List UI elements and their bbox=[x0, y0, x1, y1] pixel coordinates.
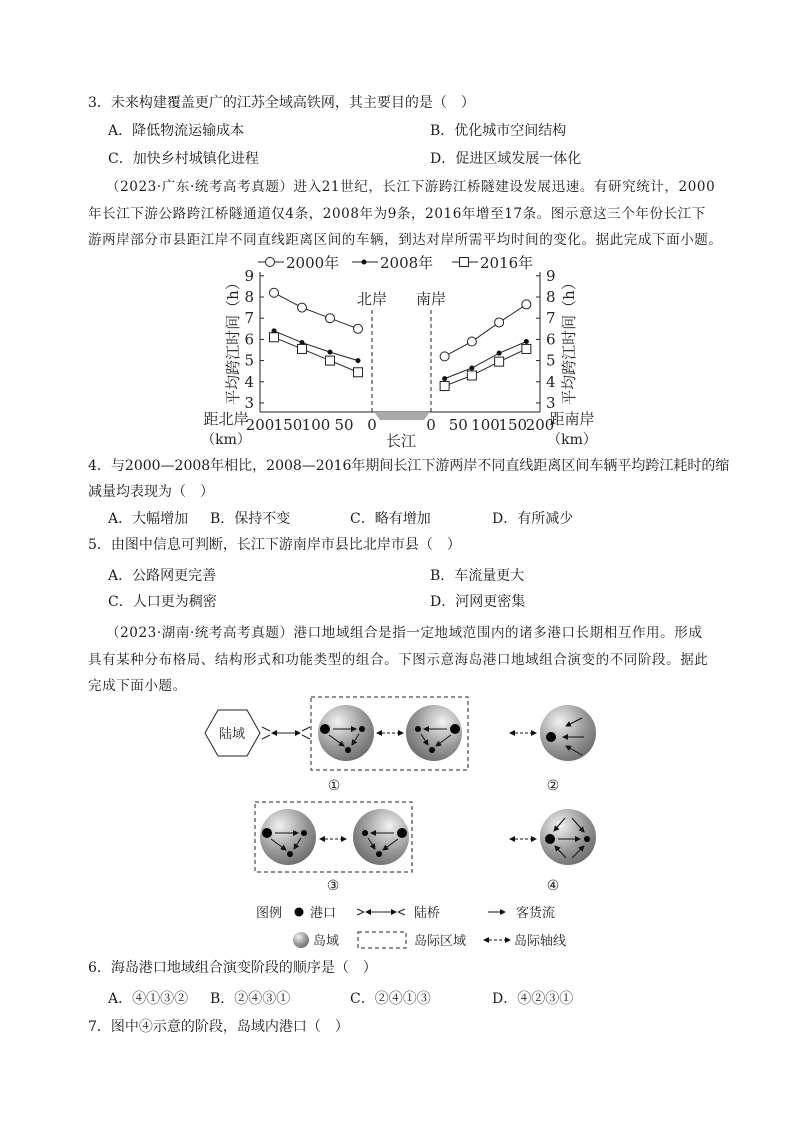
q4-stem: 4．与2000—2008年相比，2008—2016年期间长江下游两岸不同直线距离区间车辆平均跨江耗时的缩 bbox=[88, 458, 730, 474]
legend-label: 2000年 bbox=[286, 254, 340, 272]
q4-stem-cont: 减量均表现为（ ） bbox=[88, 484, 214, 500]
q5-option-a: A．公路网更完善 bbox=[108, 568, 217, 584]
series-line-north bbox=[274, 331, 358, 361]
port-evolution-diagram bbox=[0, 690, 800, 950]
y-tick-label-left: 4 bbox=[244, 372, 254, 391]
y-tick-label-left: 8 bbox=[244, 288, 254, 306]
x-tick-label-south: 0 bbox=[426, 416, 436, 434]
south-bank-label: 南岸 bbox=[415, 290, 447, 308]
y-tick-label-right: 7 bbox=[546, 309, 556, 328]
q7-stem: 7．图中④示意的阶段，岛域内港口（ ） bbox=[88, 1019, 349, 1035]
passage-line: 具有某种分布格局、结构形式和功能类型的组合。下图示意海岛港口地域组合演变的不同阶段。据此 bbox=[88, 652, 709, 668]
legend-region: 岛际区域 bbox=[414, 934, 467, 949]
data-point-square bbox=[326, 356, 335, 365]
river-label: 长江 bbox=[385, 432, 417, 450]
q6-option-d: D．④②③① bbox=[492, 991, 574, 1007]
series-line-south bbox=[445, 349, 527, 386]
passage-line: （2023·广东·统考高考真题）进入21世纪，长江下游跨江桥隧建设发展迅速。有研究统计，2000 bbox=[106, 179, 716, 195]
data-point-dot bbox=[524, 339, 529, 344]
q4-option-b: B．保持不变 bbox=[210, 511, 291, 527]
stage-3 bbox=[255, 802, 412, 894]
data-point-circle bbox=[298, 303, 307, 312]
stage-label: ③ bbox=[326, 878, 340, 894]
crossing-time-chart bbox=[0, 250, 800, 450]
data-point-dot bbox=[362, 260, 367, 265]
q4-option-a: A．大幅增加 bbox=[108, 511, 189, 527]
data-point-circle bbox=[440, 352, 449, 361]
x-tick-label-north: 150 bbox=[273, 416, 303, 434]
legend-label: 2016年 bbox=[480, 254, 534, 272]
y-tick-label-left: 7 bbox=[244, 309, 254, 328]
port-icon bbox=[295, 908, 304, 917]
x-tick-label-north: 100 bbox=[301, 416, 331, 434]
legend-flow: 客货流 bbox=[516, 906, 556, 921]
y-tick-label-right: 5 bbox=[546, 351, 556, 370]
data-point-dot bbox=[442, 376, 447, 381]
island-icon bbox=[293, 932, 309, 948]
port-icon bbox=[584, 836, 590, 842]
data-point-circle bbox=[495, 318, 504, 327]
data-point-circle bbox=[266, 258, 275, 267]
x-tick-label-south: 150 bbox=[498, 416, 528, 434]
region-box-icon bbox=[358, 932, 406, 948]
data-point-dot bbox=[356, 358, 361, 363]
data-point-square bbox=[495, 357, 504, 366]
q3-option-b: B．优化城市空间结构 bbox=[430, 123, 567, 139]
data-point-square bbox=[522, 344, 531, 353]
series-line-north bbox=[274, 293, 358, 329]
chart-axes bbox=[201, 267, 597, 450]
q5-option-b: B．车流量更大 bbox=[430, 568, 525, 584]
river-shape bbox=[374, 412, 430, 420]
y-tick-label-left: 5 bbox=[244, 351, 254, 370]
x-tick-label-south: 100 bbox=[471, 416, 500, 434]
series-line-south bbox=[445, 304, 527, 356]
legend-axis: 岛际轴线 bbox=[514, 934, 567, 949]
q6-option-a: A．④①③② bbox=[108, 991, 189, 1007]
data-point-circle bbox=[354, 324, 363, 333]
y-tick-label-right: 6 bbox=[546, 330, 556, 349]
data-point-circle bbox=[522, 300, 531, 309]
data-point-circle bbox=[467, 337, 476, 346]
y-tick-label-left: 3 bbox=[244, 394, 254, 412]
legend-port: 港口 bbox=[310, 906, 337, 921]
passage-line: 完成下面小题。 bbox=[88, 678, 187, 694]
q6-option-c: C．②④①③ bbox=[350, 991, 431, 1007]
data-point-dot bbox=[469, 366, 474, 371]
data-point-dot bbox=[328, 350, 333, 355]
stage-1 bbox=[205, 697, 468, 794]
x-unit-north: （km） bbox=[201, 432, 251, 448]
north-bank-label: 北岸 bbox=[356, 290, 388, 308]
series-line-north bbox=[274, 337, 358, 372]
port-icon bbox=[545, 834, 555, 844]
stage-2 bbox=[510, 705, 596, 794]
series-2016年 bbox=[270, 333, 531, 391]
stage-label: ① bbox=[327, 778, 341, 794]
q5-option-d: D．河网更密集 bbox=[430, 594, 526, 610]
data-point-circle bbox=[270, 288, 279, 297]
x-tick-label-north: 0 bbox=[367, 416, 377, 434]
x-tick-label-north: 200 bbox=[245, 416, 275, 434]
legend-title: 图例 bbox=[256, 906, 283, 921]
stage-label: ② bbox=[546, 778, 560, 794]
y-tick-label-right: 4 bbox=[546, 372, 556, 391]
q4-option-c: C．略有增加 bbox=[350, 511, 431, 527]
data-point-square bbox=[440, 382, 449, 391]
data-point-square bbox=[298, 344, 307, 353]
land-bridge-icon bbox=[357, 909, 405, 915]
data-point-square bbox=[354, 368, 363, 377]
data-point-circle bbox=[326, 314, 335, 323]
q3-stem: 3．未来构建覆盖更广的江苏全域高铁网，其主要目的是（ ） bbox=[88, 95, 475, 111]
data-point-square bbox=[270, 333, 279, 342]
y-axis-title-right: 平均跨江时间（h） bbox=[560, 275, 578, 405]
stage-label: ④ bbox=[546, 878, 560, 894]
q6-stem: 6．海岛港口地域组合演变阶段的顺序是（ ） bbox=[88, 960, 377, 976]
chart-marks bbox=[270, 288, 531, 390]
y-tick-label-right: 8 bbox=[546, 288, 556, 306]
x-tick-label-south: 50 bbox=[448, 416, 468, 434]
land-bridge-icon bbox=[262, 727, 310, 739]
x-tick-label-north: 50 bbox=[334, 416, 354, 434]
x-label-south: 距南岸 bbox=[549, 410, 595, 428]
passage-line: 年长江下游公路跨江桥隧通道仅4条，2008年为9条，2016年增至17条。图示意这三个年份长江下 bbox=[88, 206, 706, 222]
island-icon bbox=[353, 809, 409, 865]
passage-line: （2023·湖南·统考高考真题）港口地域组合是指一定地域范围内的诸多港口长期相互作用。形成 bbox=[106, 625, 703, 641]
stage-4 bbox=[510, 809, 596, 894]
q5-option-c: C．人口更为稠密 bbox=[108, 594, 217, 610]
y-tick-label-right: 3 bbox=[546, 394, 556, 412]
y-tick-label-left: 6 bbox=[244, 330, 254, 349]
q4-option-d: D．有所减少 bbox=[492, 511, 574, 527]
port-icon bbox=[546, 732, 556, 742]
q3-option-a: A．降低物流运输成本 bbox=[108, 123, 245, 139]
legend-bridge: 陆桥 bbox=[414, 906, 441, 921]
y-tick-label-left: 9 bbox=[244, 266, 254, 285]
series-2000年 bbox=[270, 288, 531, 361]
q3-option-d: D．促进区域发展一体化 bbox=[430, 151, 582, 167]
series-2008年 bbox=[272, 328, 529, 381]
diagram-legend bbox=[256, 905, 566, 949]
y-tick-label-right: 9 bbox=[546, 266, 556, 285]
x-label-north: 距北岸 bbox=[203, 410, 249, 428]
land-label: 陆域 bbox=[218, 727, 246, 742]
island-icon bbox=[260, 809, 316, 865]
data-point-square bbox=[460, 258, 469, 267]
q3-option-c: C．加快乡村城镇化进程 bbox=[108, 151, 259, 167]
series-line-south bbox=[445, 342, 527, 379]
x-unit-south: （km） bbox=[547, 432, 597, 448]
legend-label: 2008年 bbox=[380, 254, 434, 272]
y-axis-title-left: 平均跨江时间（h） bbox=[224, 275, 242, 405]
data-point-square bbox=[467, 371, 476, 380]
legend-island: 岛域 bbox=[313, 934, 340, 949]
island-icon bbox=[406, 705, 462, 761]
q5-stem: 5．由图中信息可判断，长江下游南岸市县比北岸市县（ ） bbox=[88, 537, 461, 553]
q6-option-b: B．②④③① bbox=[210, 991, 291, 1007]
passage-line: 游两岸部分市县距江岸不同直线距离区间的车辆，到达对岸所需平均时间的变化。据此完成下面小题。 bbox=[88, 232, 723, 248]
island-icon bbox=[318, 705, 374, 761]
chart-legend bbox=[258, 254, 533, 272]
data-point-dot bbox=[497, 351, 502, 356]
x-tick-label-south: 200 bbox=[525, 416, 555, 434]
